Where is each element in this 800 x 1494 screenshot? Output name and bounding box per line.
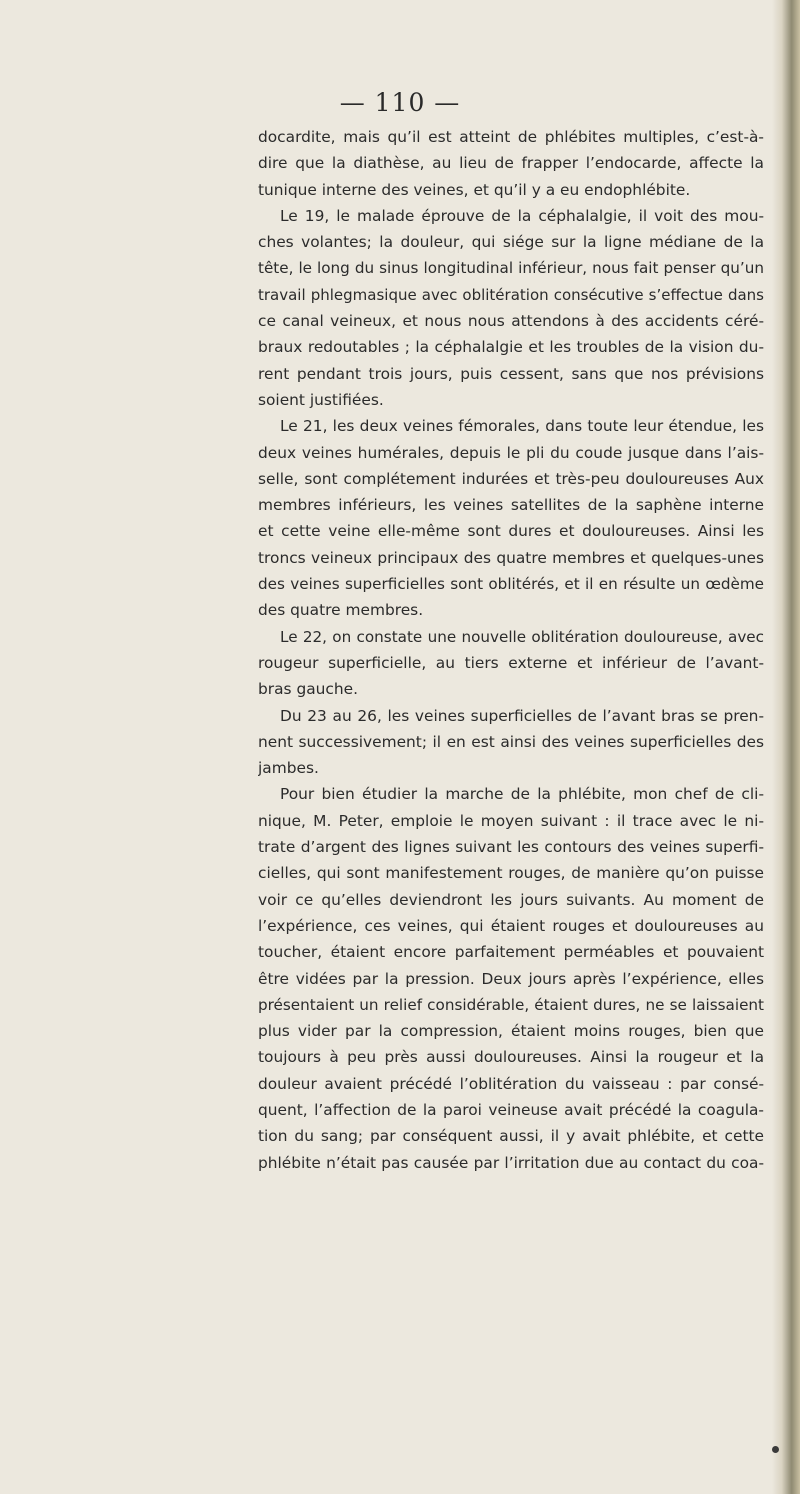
text-line: deux veines humérales, depuis le pli du coude jusque dans l’ais- — [258, 443, 764, 462]
text-line: ce canal veineux, et nous nous attendons à des accidents céré- — [258, 312, 764, 331]
text-line: des veines superficielles sont oblitérés, et il en résulte un œdème — [258, 575, 764, 594]
text-line: troncs veineux principaux des quatre membres et quelques-unes — [258, 548, 764, 567]
page-number: — 110 — — [339, 88, 461, 117]
text-line: douleur avaient précédé l’oblitération du vaisseau : par consé- — [258, 1074, 764, 1093]
ink-speck — [772, 1446, 779, 1453]
text-line: nent successivement; il en est ainsi des veines superficielles des — [258, 732, 764, 751]
text-line: tion du sang; par conséquent aussi, il y avait phlébite, et cette — [258, 1127, 764, 1146]
text-line: jambes. — [258, 759, 319, 778]
text-line: selle, sont complétement indurées et très-peu douloureuses Aux — [258, 469, 764, 488]
text-line: des quatre membres. — [258, 601, 424, 620]
text-line: toucher, étaient encore parfaitement perméables et pouvaient — [258, 943, 764, 962]
text-line: être vidées par la pression. Deux jours après l’expérience, elles — [258, 969, 764, 988]
text-line: Pour bien étudier la marche de la phlébite, mon chef de cli- — [280, 785, 764, 804]
text-line: braux redoutables ; la céphalalgie et les troubles de la vision du- — [258, 338, 764, 357]
text-line: tête, le long du sinus longitudinal inférieur, nous fait penser qu’un — [258, 259, 764, 278]
text-line: Le 22, on constate une nouvelle oblitération douloureuse, avec — [280, 627, 764, 646]
text-line: présentaient un relief considérable, étaient dures, ne se laissaient — [258, 995, 764, 1014]
text-line: membres inférieurs, les veines satellites de la saphène interne — [258, 496, 764, 515]
text-line: travail phlegmasique avec oblitération consécutive s’effectue dans — [258, 285, 764, 304]
body-text — [258, 124, 764, 1176]
text-line: Le 21, les deux veines fémorales, dans toute leur étendue, les — [280, 417, 764, 436]
text-line: et cette veine elle-même sont dures et douloureuses. Ainsi les — [258, 522, 764, 541]
text-line: Du 23 au 26, les veines superficielles de l’avant bras se pren- — [280, 706, 764, 725]
text-line: l’expérience, ces veines, qui étaient rouges et douloureuses au — [258, 916, 764, 935]
text-line: ches volantes; la douleur, qui siége sur la ligne médiane de la — [258, 233, 764, 252]
text-line: rougeur superficielle, au tiers externe et inférieur de l’avant- — [258, 653, 764, 672]
text-line: docardite, mais qu’il est atteint de phlébites multiples, c’est-à- — [258, 128, 764, 146]
text-line: cielles, qui sont manifestement rouges, de manière qu’on puisse — [258, 864, 764, 883]
page-edge-shadow — [772, 0, 800, 1494]
text-line: Le 19, le malade éprouve de la céphalalgie, il voit des mou- — [280, 206, 764, 225]
text-line: trate d’argent des lignes suivant les contours des veines superfi- — [258, 838, 764, 857]
text-line: rent pendant trois jours, puis cessent, sans que nos prévisions — [258, 364, 764, 383]
text-line: plus vider par la compression, étaient moins rouges, bien que — [258, 1022, 764, 1041]
text-line: toujours à peu près aussi douloureuses. Ainsi la rougeur et la — [258, 1048, 764, 1067]
text-line: dire que la diathèse, au lieu de frapper l’endocarde, affecte la — [258, 154, 764, 173]
text-line: soient justifiées. — [258, 390, 384, 409]
text-line: tunique interne des veines, et qu’il y a eu endophlébite. — [258, 180, 691, 199]
text-line: phlébite n’était pas causée par l’irritation due au contact du coa- — [258, 1153, 764, 1172]
text-line: voir ce qu’elles deviendront les jours suivants. Au moment de — [258, 890, 764, 909]
text-line: quent, l’affection de la paroi veineuse avait précédé la coagula- — [258, 1100, 764, 1119]
text-line: nique, M. Peter, emploie le moyen suivant : il trace avec le ni- — [258, 811, 764, 830]
text-line: bras gauche. — [258, 680, 358, 699]
